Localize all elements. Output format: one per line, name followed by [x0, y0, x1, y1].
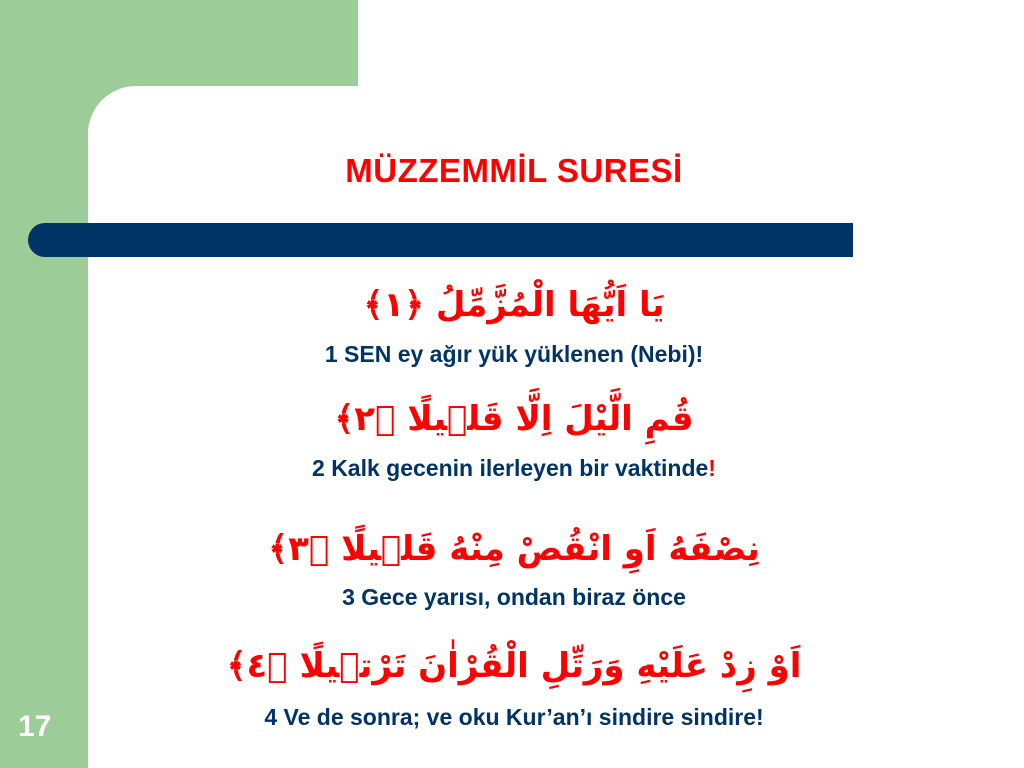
- verse-2-translation-text: 2 Kalk gecenin ilerleyen bir vaktinde: [312, 455, 709, 481]
- verse-4-translation-text: 4 Ve de sonra; ve oku Kur’an’ı sindire sindire!: [264, 704, 764, 730]
- slide-title: MÜZZEMMİL SURESİ: [345, 152, 683, 189]
- verse-4-translation: [88, 704, 940, 731]
- page-number: 17: [18, 710, 52, 743]
- verse-1-arabic: يَا اَيُّهَا الْمُزَّمِّلُ ﴿١﴾: [363, 285, 665, 325]
- verse-3-arabic: نِصْفَهُ اَوِ انْقُصْ مِنْهُ قَلٖيلًا ﴿٣﴾: [268, 529, 760, 569]
- verse-3-translation-text: 3 Gece yarısı, ondan biraz önce: [342, 584, 686, 610]
- verse-1-translation-text: 1 SEN ey ağır yük yüklenen (Nebi)!: [324, 341, 704, 367]
- verse-4-arabic: اَوْ زِدْ عَلَيْهِ وَرَتِّلِ الْقُرْاٰنَ تَرْتٖيلًا ﴿٤﴾: [226, 646, 802, 686]
- verse-2-translation-suffix: !: [708, 455, 716, 481]
- green-left-strip: [0, 0, 88, 768]
- verse-1-translation: [88, 341, 940, 368]
- title-underline-bar: [28, 223, 853, 257]
- verse-2-arabic: قُمِ الَّيْلَ اِلَّا قَلٖيلًا ﴿٢﴾: [334, 399, 694, 439]
- verse-2-translation: [88, 455, 940, 482]
- verse-3-translation: [88, 584, 940, 611]
